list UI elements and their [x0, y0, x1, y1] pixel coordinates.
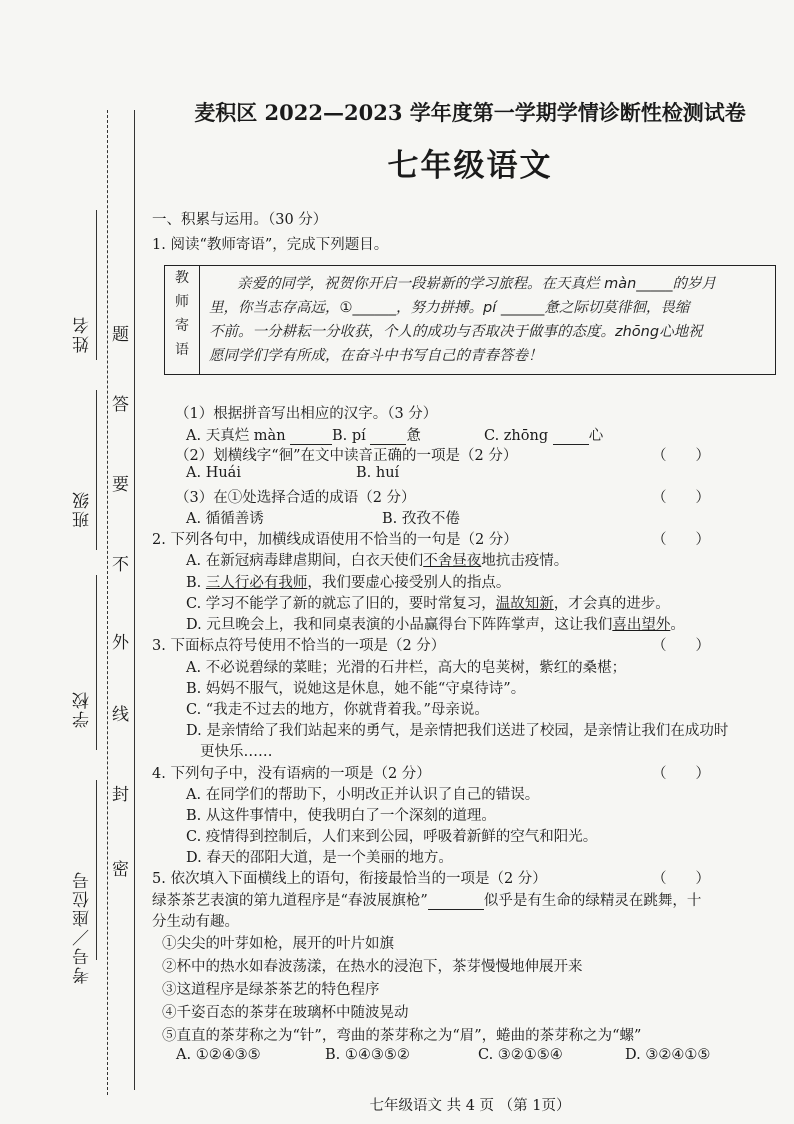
q2-stem: 2. 下列各句中，加横线成语使用不恰当的一句是（2 分） [152, 532, 518, 548]
answer-paren[interactable]: （ ） [652, 766, 710, 782]
q5-item: ④千姿百态的茶芽在玻璃杯中随波晃动 [162, 1005, 409, 1021]
teacher-message-box [164, 265, 776, 375]
name-field[interactable] [96, 210, 97, 360]
q4-opt-d: D. 春天的邵阳大道，是一个美丽的地方。 [186, 850, 453, 866]
answer-paren[interactable]: （ ） [652, 448, 710, 464]
q3-opt-a: A. 不必说碧绿的菜畦；光滑的石井栏，高大的皂荚树，紫红的桑椹； [186, 660, 627, 676]
q3-stem: 3. 下面标点符号使用不恰当的一项是（2 分） [152, 638, 446, 654]
q5-opt-b: B. ①④③⑤② [325, 1047, 410, 1063]
q5-opt-a: A. ①②④③⑤ [176, 1047, 261, 1063]
q5-item: ②杯中的热水如春波荡漾，在热水的浸泡下，茶芽慢慢地伸展开来 [162, 959, 583, 975]
q2-opt-b: B. 三人行必有我师，我们要虚心接受别人的指点。 [186, 575, 511, 591]
teacher-message-label: 教 师 寄 语 [165, 266, 200, 374]
q5-item: ①尖尖的叶芽如枪，展开的叶片如旗 [162, 936, 394, 952]
answer-paren[interactable]: （ ） [652, 638, 710, 654]
school-label: 学校 [73, 690, 93, 728]
q3-opt-d-cont: 更快乐…… [200, 744, 273, 760]
seal-char: 外 [112, 633, 129, 653]
page-footer: 七年级语文 共 4 页 （第 1页） [369, 1098, 571, 1114]
section-heading: 一、积累与运用。（30 分） [152, 212, 328, 228]
q5-opt-d: D. ③②④①⑤ [625, 1047, 711, 1063]
q2-opt-a: A. 在新冠病毒肆虐期间，白衣天使们不舍昼夜地抗击疫情。 [186, 553, 569, 569]
class-field[interactable] [96, 390, 97, 550]
q3-opt-c: C. “我走不过去的地方，你就背着我。”母亲说。 [186, 702, 489, 718]
q5-item: ③这道程序是绿茶茶艺的特色程序 [162, 982, 380, 998]
seal-char: 封 [112, 785, 129, 805]
answer-paren[interactable]: （ ） [652, 871, 710, 887]
seal-char: 密 [112, 860, 129, 880]
q5-opt-c: C. ③②①⑤④ [478, 1047, 563, 1063]
answer-blank[interactable] [370, 430, 406, 445]
q5-stem: 5. 依次填入下面横线上的语句，衔接最恰当的一项是（2 分） [152, 871, 547, 887]
seal-char: 题 [112, 325, 129, 345]
school-field[interactable] [96, 575, 97, 750]
q1-sub2-opt-a: A. Huái [186, 465, 241, 481]
q1-stem: 1. 阅读“教师寄语”，完成下列题目。 [152, 237, 389, 253]
q4-opt-b: B. 从这件事情中，使我明白了一个深刻的道理。 [186, 808, 496, 824]
q1-sub2-opt-b: B. huí [356, 465, 400, 481]
name-label: 姓名 [73, 315, 93, 353]
exam-subtitle: 七年级语文 [387, 148, 553, 184]
q1-sub3-opt-a: A. 循循善诱 [186, 511, 264, 527]
q1-sub3-opt-b: B. 孜孜不倦 [382, 511, 460, 527]
q1-sub1-opt-b: B. pí 惫 [332, 428, 421, 444]
q1-sub1-opt-a: A. 天真烂 màn [186, 424, 332, 445]
answer-paren[interactable]: （ ） [652, 490, 710, 506]
binding-solid-line [134, 110, 135, 1090]
q5-item: ⑤直直的茶芽称之为“针”，弯曲的茶芽称之为“眉”，蜷曲的茶芽称之为“螺” [162, 1028, 642, 1044]
q4-stem: 4. 下列句子中，没有语病的一项是（2 分） [152, 766, 431, 782]
q4-opt-c: C. 疫情得到控制后，人们来到公园，呼吸着新鲜的空气和阳光。 [186, 829, 598, 845]
q4-opt-a: A. 在同学们的帮助下，小明改正并认识了自己的错误。 [186, 787, 540, 803]
binding-dashed-line [107, 110, 108, 1095]
answer-blank[interactable] [553, 430, 589, 445]
seal-char: 要 [112, 475, 129, 495]
q1-sub2: （2）划横线字“徊”在文中读音正确的一项是（2 分） [175, 448, 518, 464]
q2-opt-c: C. 学习不能学了新的就忘了旧的，要时常复习，温故知新，才会真的进步。 [186, 596, 670, 612]
class-label: 班级 [73, 490, 93, 528]
q3-opt-d: D. 是亲情给了我们站起来的勇气，是亲情把我们送进了校园，是亲情让我们在成功时 [186, 723, 729, 739]
q1-sub1: （1）根据拼音写出相应的汉字。（3 分） [175, 406, 438, 422]
teacher-message-text: 亲爱的同学，祝贺你开启一段崭新的学习旅程。在天真烂 màn_____的岁月 里，你当志存高远，①______，努力拼搏。pí ______惫之际切莫徘徊，畏缩 不前。一分耕耘一分收获，个人的成功与否取决于做事的态度。zhōng心地祝 愿同学们学有所成，在奋斗中书写自己的青春答卷！ [209, 276, 717, 364]
seal-char: 不 [112, 555, 129, 575]
seal-char: 答 [112, 395, 129, 415]
answer-blank[interactable] [290, 430, 332, 445]
seal-char: 线 [112, 705, 129, 725]
answer-paren[interactable]: （ ） [652, 532, 710, 548]
q5-body-line1: 绿茶茶艺表演的第九道程序是“春波展旗枪” 似乎是有生命的绿精灵在跳舞，十 [152, 893, 702, 909]
q1-sub1-opt-c: C. zhōng 心 [484, 428, 604, 444]
q5-body-line2: 分生动有趣。 [152, 914, 239, 930]
q2-opt-d: D. 元旦晚会上，我和同桌表演的小品赢得台下阵阵掌声，这让我们喜出望外。 [186, 617, 685, 633]
answer-blank[interactable] [428, 895, 484, 910]
exam-title: 麦积区 2022—2023 学年度第一学期学情诊断性检测试卷 [194, 100, 746, 125]
q1-sub3: （3）在①处选择合适的成语（2 分） [175, 490, 416, 506]
q3-opt-b: B. 妈妈不服气，说她这是休息，她不能“守桌待诗”。 [186, 681, 526, 697]
seat-number-field[interactable] [96, 780, 97, 960]
seat-number-label: 考号／座位号 [73, 870, 93, 984]
